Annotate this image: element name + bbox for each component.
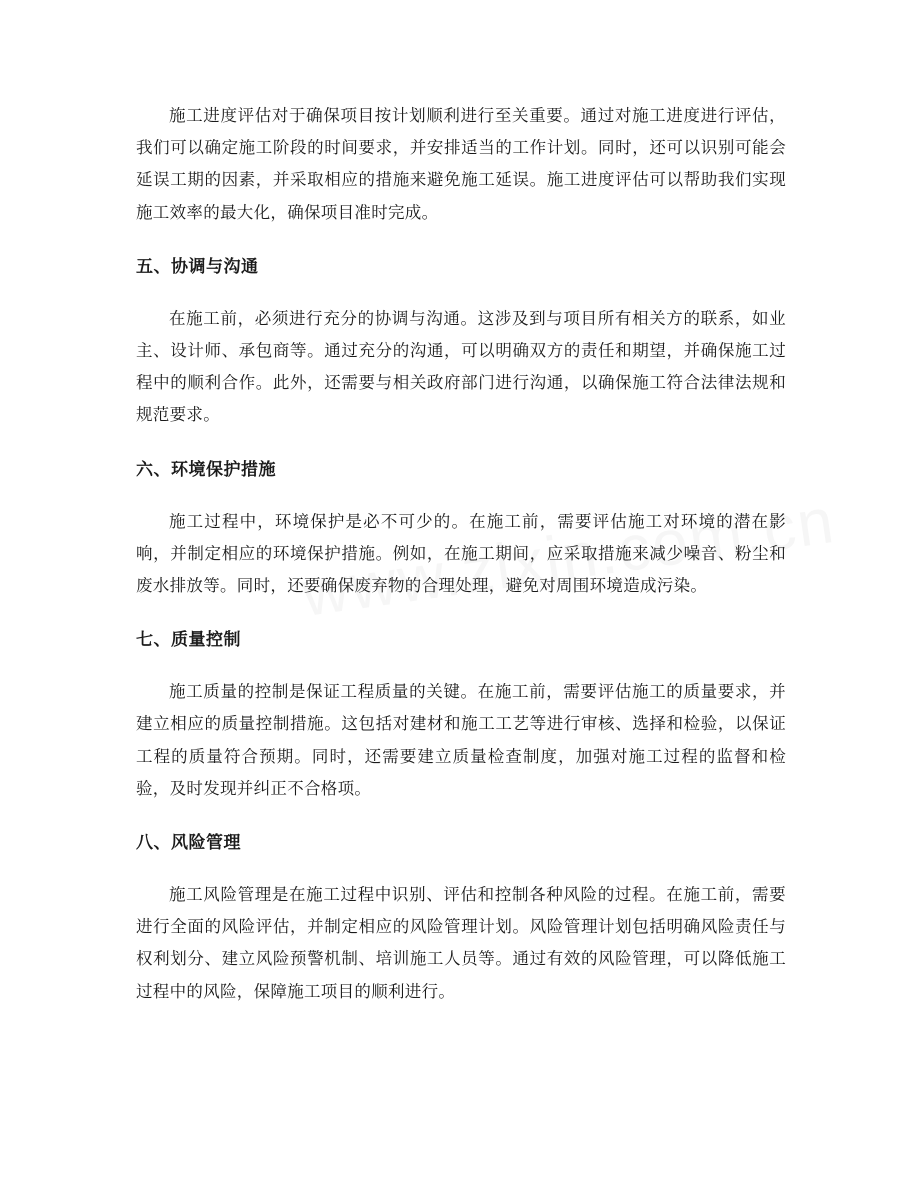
paragraph-quality: 施工质量的控制是保证工程质量的关键。在施工前，需要评估施工的质量要求，并建立相应的质量控制措施。这包括对建材和施工工艺等进行审核、选择和检验，以保证工程的质量符合预期。同时，还需要建立质量检查制度，加强对施工过程的监督和检验，及时发现并纠正不合格项。 xyxy=(136,682,786,798)
section-heading-risk: 八、风险管理 xyxy=(136,833,241,854)
paragraph-coordination: 在施工前，必须进行充分的协调与沟通。这涉及到与项目所有相关方的联系，如业主、设计师、承包商等。通过充分的沟通，可以明确双方的责任和期望，并确保施工过程中的顺利合作。此外，还需要与相关政府部门进行沟通，以确保施工符合法律法规和规范要求。 xyxy=(136,308,786,425)
section-heading-coordination: 五、协调与沟通 xyxy=(136,256,259,277)
section-heading-quality: 七、质量控制 xyxy=(136,630,241,651)
paragraph-environment: 施工过程中，环境保护是必不可少的。在施工前，需要评估施工对环境的潜在影响，并制定相应的环境保护措施。例如，在施工期间，应采取措施来减少噪音、粉尘和废水排放等。同时，还要确保废弃物的合理处理，避免对周围环境造成污染。 xyxy=(136,511,786,596)
document-body xyxy=(136,100,786,1030)
paragraph-risk: 施工风险管理是在施工过程中识别、评估和控制各种风险的过程。在施工前，需要进行全面的风险评估，并制定相应的风险管理计划。风险管理计划包括明确风险责任与权利划分、建立风险预警机制、培训施工人员等。通过有效的风险管理，可以降低施工过程中的风险，保障施工项目的顺利进行。 xyxy=(136,885,786,1001)
section-heading-environment: 六、环境保护措施 xyxy=(136,459,276,480)
paragraph-schedule-evaluation: 施工进度评估对于确保项目按计划顺利进行至关重要。通过对施工进度进行评估，我们可以确定施工阶段的时间要求，并安排适当的工作计划。同时，还可以识别可能会延误工期的因素，并采取相应的措施来避免施工延误。施工进度评估可以帮助我们实现施工效率的最大化，确保项目准时完成。 xyxy=(136,106,786,222)
